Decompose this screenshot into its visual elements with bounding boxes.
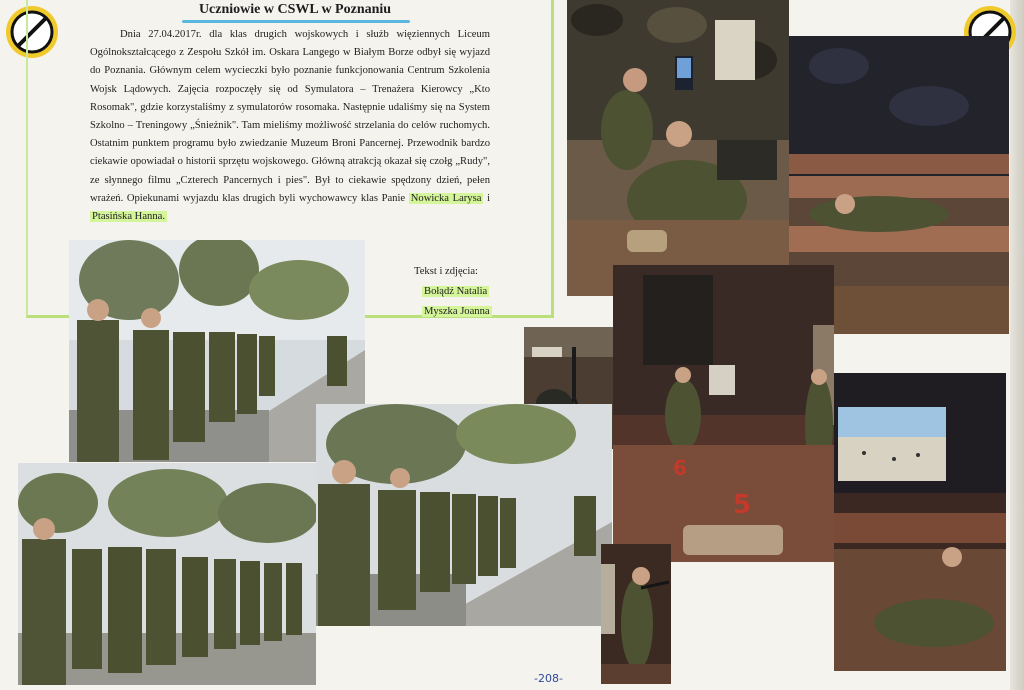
page-number: -208- [534, 672, 563, 685]
svg-text:6: 6 [673, 456, 687, 480]
article-title: Uczniowie w CSWL w Poznaniu [198, 2, 392, 17]
author-2: Myszka Joanna [424, 306, 490, 317]
author-1: Bołądź Natalia [424, 286, 488, 297]
teacher-name-2: Ptasińska Hanna. [92, 211, 165, 223]
photo-formation-outdoor-2 [316, 404, 612, 626]
page-edge [1010, 0, 1024, 690]
connector-text: i [487, 192, 491, 204]
photo-screen-target [834, 373, 1006, 671]
photo-credits [414, 262, 492, 322]
svg-text:5: 5 [733, 490, 752, 520]
photo-snieznik-hall [613, 265, 834, 562]
article-paragraph: 4.2017r. dla klas drugich wojskowych i służb więziennych Liceum Ogólnokształcącego z Zespołu Szkół im. Oskara Langego w Białym Borze odbył się wyjazd do Poznania. Głównym celem wycieczki było poznanie funkcjonowania Centrum Szkolenia Wojsk Lądowych. Zajęcia rozpoczęły się od Symulatora – Trenażera Kierowcy „Kto Rosomak", gdzie korzystaliśmy z symulatorów rosomaka. Następnie udaliśmy się na System Szkolno – Treningowy „Śnieżnik". Tam mieliśmy możliwość strzelania do celów ruchomych. Ostatnim punktem programu było zwiedzanie Muzeum Broni Pancernej. Przewodnik bardzo ciekawie opowiadał o historii sprzętu wojskowego. Główną atrakcją okazał się czołg „Rudy", ze słynnego filmu „Czterech Pancernych i pies". Był to ciekawie spędzony dzień, pełen wrażeń. Opiekunami wyjazdu klas drugich byli wychowawcy klas Panie [90, 29, 491, 204]
photo-simulator-room [567, 0, 789, 296]
title-underline [182, 20, 410, 23]
article-paragraph-start: Dnia 27.0 [120, 29, 167, 40]
teacher-name-1: Nowicka Larysa [410, 192, 482, 204]
photo-formation-outdoor-3 [18, 463, 316, 685]
photo-standing-shooter [601, 544, 671, 684]
credits-label: Tekst i zdjęcia: [414, 266, 478, 277]
article-body [90, 26, 490, 226]
